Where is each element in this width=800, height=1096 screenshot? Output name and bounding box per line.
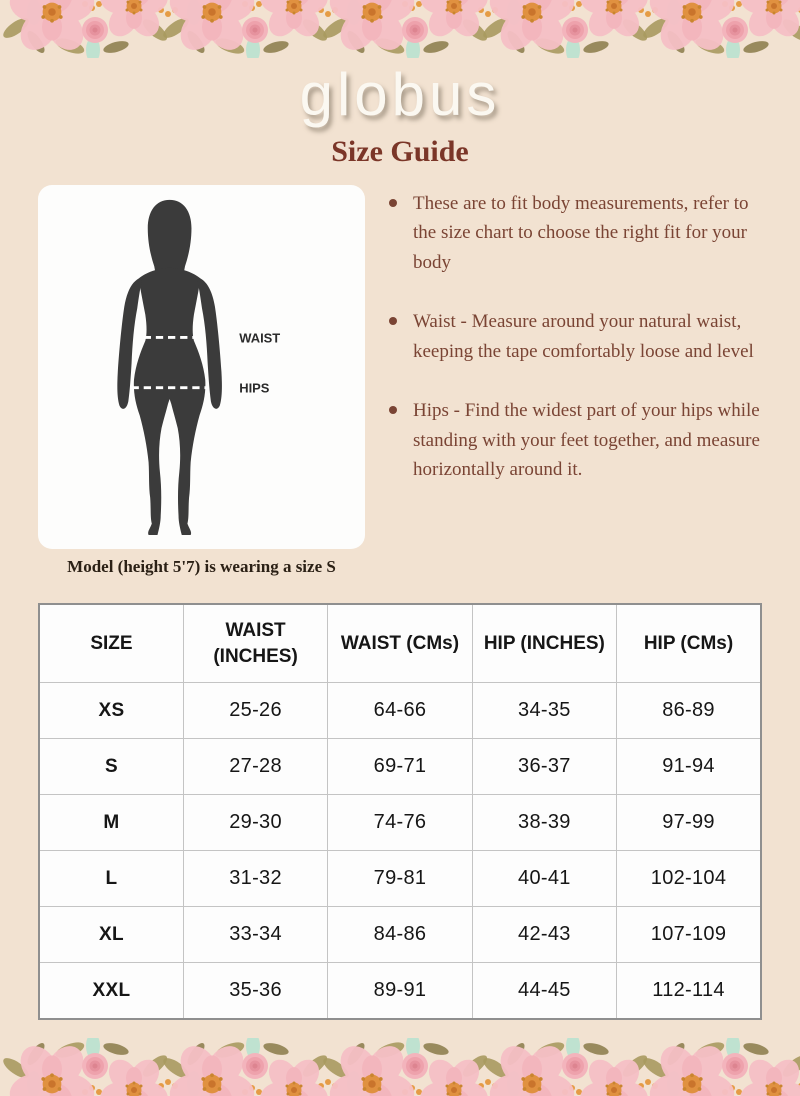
size-chart-table (38, 603, 762, 1020)
value-cell: 36-37 (472, 739, 616, 795)
content-row (38, 185, 762, 577)
size-cell: XXL (39, 963, 183, 1020)
value-cell: 89-91 (328, 963, 472, 1020)
value-cell: 112-114 (617, 963, 761, 1020)
value-cell: 27-28 (183, 739, 327, 795)
floral-border-top (0, 0, 800, 58)
value-cell: 42-43 (472, 907, 616, 963)
value-cell: 38-39 (472, 795, 616, 851)
body-silhouette-figure (52, 195, 352, 535)
value-cell: 34-35 (472, 683, 616, 739)
value-cell: 31-32 (183, 851, 327, 907)
table-row (39, 683, 761, 739)
size-cell: XL (39, 907, 183, 963)
value-cell: 107-109 (617, 907, 761, 963)
table-row (39, 907, 761, 963)
column-header-waist-cms: WAIST (CMs) (328, 604, 472, 683)
value-cell: 25-26 (183, 683, 327, 739)
size-table-wrap (38, 603, 762, 1020)
table-row (39, 795, 761, 851)
value-cell: 74-76 (328, 795, 472, 851)
brand-logo: globus (299, 61, 501, 128)
size-cell: XS (39, 683, 183, 739)
table-row (39, 739, 761, 795)
floral-border-bottom (0, 1038, 800, 1096)
instruction-item: Waist - Measure around your natural waist, keeping the tape comfortably loose and level (385, 307, 762, 366)
value-cell: 69-71 (328, 739, 472, 795)
value-cell: 29-30 (183, 795, 327, 851)
value-cell: 97-99 (617, 795, 761, 851)
instruction-item: These are to fit body measurements, refer to the size chart to choose the right fit for your body (385, 189, 762, 277)
column-header-hip-cms: HIP (CMs) (617, 604, 761, 683)
table-header-row (39, 604, 761, 683)
size-cell: M (39, 795, 183, 851)
value-cell: 91-94 (617, 739, 761, 795)
model-size-caption: Model (height 5'7) is wearing a size S (67, 557, 336, 576)
body-diagram-card (38, 185, 365, 549)
size-cell: L (39, 851, 183, 907)
value-cell: 86-89 (617, 683, 761, 739)
value-cell: 40-41 (472, 851, 616, 907)
hips-label: HIPS (238, 380, 269, 396)
value-cell: 84-86 (328, 907, 472, 963)
diagram-column (38, 185, 365, 577)
table-row (39, 851, 761, 907)
value-cell: 44-45 (472, 963, 616, 1020)
table-row (39, 963, 761, 1020)
instruction-item: Hips - Find the widest part of your hips while standing with your feet together, and measure horizontally around it. (385, 396, 762, 484)
column-header-waist-inches: WAIST (INCHES) (183, 604, 327, 683)
size-cell: S (39, 739, 183, 795)
page-title: Size Guide (331, 135, 469, 168)
instructions-list (385, 185, 762, 577)
value-cell: 35-36 (183, 963, 327, 1020)
column-header-size: SIZE (39, 604, 183, 683)
waist-label: WAIST (238, 330, 280, 346)
value-cell: 79-81 (328, 851, 472, 907)
column-header-hip-inches: HIP (INCHES) (472, 604, 616, 683)
value-cell: 64-66 (328, 683, 472, 739)
value-cell: 102-104 (617, 851, 761, 907)
value-cell: 33-34 (183, 907, 327, 963)
